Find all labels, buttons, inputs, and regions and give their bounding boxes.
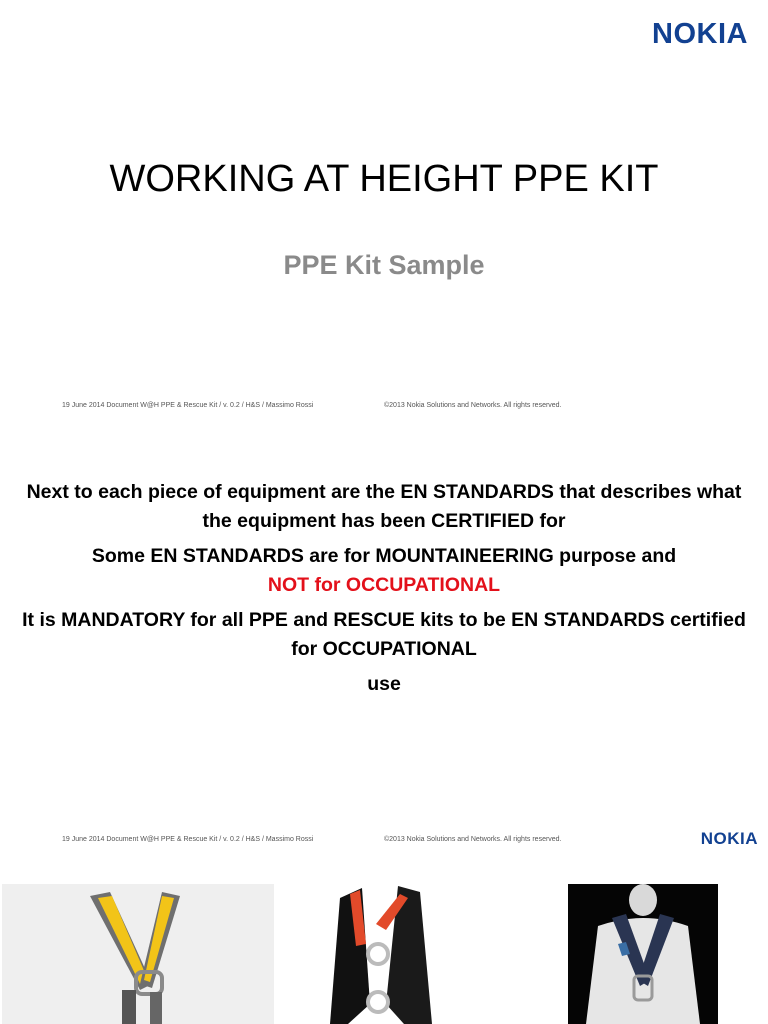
nokia-logo: NOKIA	[700, 829, 758, 848]
notice-paragraph-3: It is MANDATORY for all PPE and RESCUE kits to be EN STANDARDS certified for OCCUPATIONAL	[22, 609, 746, 660]
warning-highlight: NOT for OCCUPATIONAL	[267, 574, 501, 596]
yellow-harness-image	[2, 884, 274, 1024]
red-harness-image	[300, 884, 470, 1024]
notice-paragraph-4: use	[367, 673, 401, 695]
notice-paragraph-1: Next to each piece of equipment are the EN STANDARDS that describes what the equipment has been CERTIFIED for	[26, 481, 742, 532]
notice-paragraph-2	[20, 542, 748, 600]
footer-copyright: ©2013 Nokia Solutions and Networks. All rights reserved.	[384, 836, 562, 843]
mannequin-harness-image	[568, 884, 718, 1024]
footer-copyright: ©2013 Nokia Solutions and Networks. All rights reserved.	[384, 402, 562, 409]
page-title: WORKING AT HEIGHT PPE KIT	[109, 158, 659, 200]
harness-gallery	[0, 884, 768, 1024]
title-slide	[0, 0, 768, 430]
nokia-logo: NOKIA	[652, 18, 748, 50]
footer-document-info: 19 June 2014 Document W@H PPE & Rescue Kit / v. 0.2 / H&S / Massimo Rossi	[62, 402, 314, 409]
footer-document-info: 19 June 2014 Document W@H PPE & Rescue Kit / v. 0.2 / H&S / Massimo Rossi	[62, 836, 314, 843]
standards-slide	[0, 430, 768, 885]
notice-paragraph-2-lead: Some EN STANDARDS are for MOUNTAINEERING purpose and	[91, 545, 677, 567]
standards-notice	[20, 478, 748, 705]
page-subtitle: PPE Kit Sample	[283, 250, 485, 280]
